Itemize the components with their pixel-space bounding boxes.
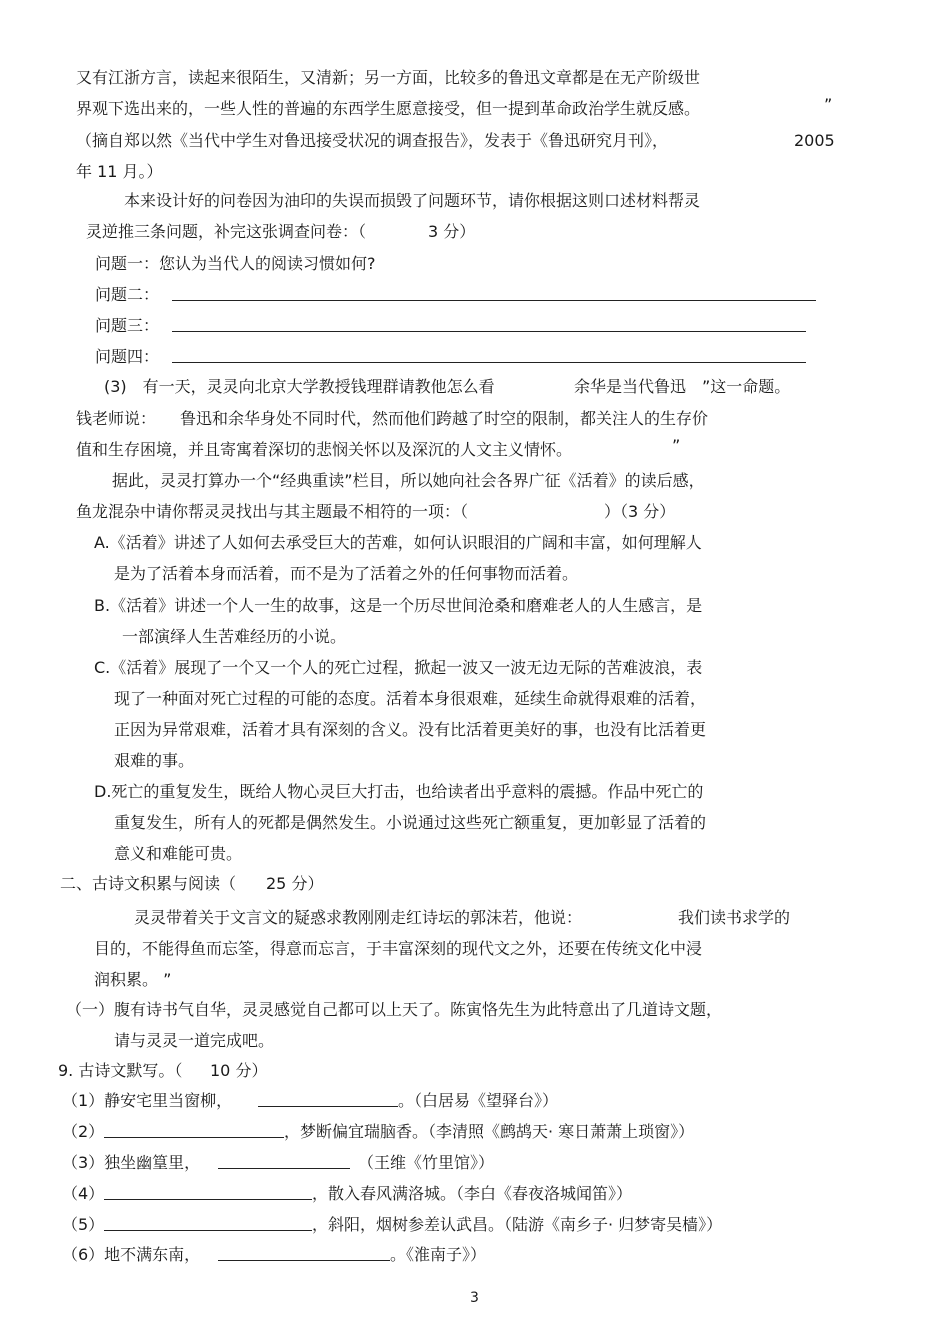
poem-line-1: （1）静安宅里当窗柳， <box>62 1091 233 1110</box>
closing-quote: ” <box>672 436 681 455</box>
text-line: 值和生存困境，并且寄寓着深切的悲悯关怀以及深沉的人文主义情怀。 <box>76 440 573 459</box>
option-a[interactable]: A.《活着》讲述了人如何去承受巨大的苦难，如何认识眼泪的广阔和丰富，如何理解人 <box>94 533 702 552</box>
quoted-text: 我们读书求学的 <box>678 908 791 927</box>
question-3-line: (3) 有一天，灵灵向北京大学教授钱理群请教他怎么看 <box>104 377 495 396</box>
answer-blank[interactable] <box>172 348 806 363</box>
option-c-cont: 艰难的事。 <box>114 751 195 770</box>
fill-blank[interactable] <box>104 1216 312 1231</box>
citation-line: 年 11 月。） <box>76 162 163 181</box>
text-line: 润积累。 ” <box>94 970 172 989</box>
option-d-cont: 重复发生，所有人的死都是偶然发生。小说通过这些死亡额重复，更加彰显了活着的 <box>114 813 707 832</box>
answer-blank[interactable] <box>172 286 816 301</box>
option-d[interactable]: D.死亡的重复发生，既给人物心灵巨大打击，也给读者出乎意料的震撼。作品中死亡的 <box>94 782 704 801</box>
survey-question-2-label: 问题二： <box>95 285 160 304</box>
citation-year: 2005 <box>794 131 835 150</box>
page-number: 3 <box>470 1290 479 1306</box>
subsection-heading: （一）腹有诗书气自华，灵灵感觉自己都可以上天了。陈寅恪先生为此特意出了几道诗文题， <box>66 1000 723 1019</box>
score-label: 10 分） <box>210 1061 268 1080</box>
option-b[interactable]: B.《活着》讲述一个人一生的故事，这是一个历尽世间沧桑和磨难老人的人生感言，是 <box>94 596 703 615</box>
survey-question-3-label: 问题三： <box>95 316 160 335</box>
text-line: 灵逆推三条问题，补完这张调查问卷：（ <box>86 222 367 241</box>
poem-source: ，散入春风满洛城。（李白《春夜洛城闻笛》） <box>312 1184 633 1203</box>
survey-question-4-label: 问题四： <box>95 347 160 366</box>
poem-source: ，斜阳，烟树参差认武昌。（陆游《南乡子· 归梦寄吴樯》） <box>312 1215 723 1234</box>
fill-blank[interactable] <box>218 1154 350 1169</box>
option-c-cont: 现了一种面对死亡过程的可能的态度。活着本身很艰难，延续生命就得艰难的活着， <box>114 689 707 708</box>
option-c-cont: 正因为异常艰难，活着才具有深刻的含义。没有比活着更美好的事，也没有比活着更 <box>114 720 707 739</box>
quoted-proposition: 余华是当代鲁迅 <box>574 377 687 396</box>
score-label: 3 分） <box>428 222 476 241</box>
fill-blank[interactable] <box>104 1123 284 1138</box>
poem-line-6: （6）地不满东南， <box>62 1245 201 1264</box>
text-line: 本来设计好的问卷因为油印的失误而损毁了问题环节，请你根据这则口述材料帮灵 <box>124 191 701 210</box>
option-a-cont: 是为了活着本身而活着，而不是为了活着之外的任何事物而活着。 <box>114 564 579 583</box>
poem-line-2: （2） <box>62 1122 105 1141</box>
fill-blank[interactable] <box>258 1092 398 1107</box>
text-line: 据此，灵灵打算办一个“经典重读”栏目，所以她向社会各界广征《活着》的读后感， <box>112 471 705 490</box>
text-line: 界观下选出来的，一些人性的普遍的东西学生愿意接受，但一提到革命政治学生就反感。 <box>76 99 701 118</box>
answer-blank[interactable] <box>172 317 806 332</box>
poem-line-4: （4） <box>62 1184 105 1203</box>
score-label: ）（3 分） <box>604 502 676 521</box>
fill-blank[interactable] <box>218 1246 390 1261</box>
text-line: 请与灵灵一道完成吧。 <box>114 1031 275 1050</box>
text-line: 鱼龙混杂中请你帮灵灵找出与其主题最不相符的一项：（ <box>76 502 469 521</box>
fill-blank[interactable] <box>104 1185 312 1200</box>
speaker-label: 钱老师说： <box>76 409 157 428</box>
text-fragment: ”这一命题。 <box>702 377 791 396</box>
option-d-cont: 意义和难能可贵。 <box>114 844 243 863</box>
section-heading: 二、古诗文积累与阅读（ <box>60 874 237 893</box>
section-score: 25 分） <box>266 874 324 893</box>
survey-question-1: 问题一：您认为当代人的阅读习惯如何? <box>95 254 376 273</box>
poem-source: 。《淮南子》） <box>390 1245 487 1264</box>
text-line: 又有江浙方言，读起来很陌生，又清新；另一方面，比较多的鲁迅文章都是在无产阶级世 <box>76 68 701 87</box>
text-line: 灵灵带着关于文言文的疑惑求教刚刚走红诗坛的郭沫若，他说： <box>134 908 583 927</box>
poem-source: ，梦断偏宜瑞脑香。（李清照《鹧鸪天· 寒日萧萧上琐窗》） <box>284 1122 695 1141</box>
text-line: 目的，不能得鱼而忘筌，得意而忘言，于丰富深刻的现代文之外，还要在传统文化中浸 <box>94 939 703 958</box>
text-line: 鲁迅和余华身处不同时代，然而他们跨越了时空的限制，都关注人的生存价 <box>180 409 709 428</box>
poem-line-3: （3）独坐幽篁里， <box>62 1153 201 1172</box>
poem-source: （王维《竹里馆》） <box>358 1153 495 1172</box>
closing-quote: ” <box>824 95 833 114</box>
citation-line: （摘自郑以然《当代中学生对鲁迅接受状况的调查报告》，发表于《鲁迅研究月刊》， <box>76 131 669 150</box>
option-b-cont: 一部演绎人生苦难经历的小说。 <box>122 627 347 646</box>
poem-source: 。（白居易《望驿台》） <box>398 1091 559 1110</box>
poem-line-5: （5） <box>62 1215 105 1234</box>
option-c[interactable]: C.《活着》展现了一个又一个人的死亡过程，掀起一波又一波无边无际的苦难波浪，表 <box>94 658 703 677</box>
question-9-heading: 9. 古诗文默写。（ <box>58 1061 183 1080</box>
